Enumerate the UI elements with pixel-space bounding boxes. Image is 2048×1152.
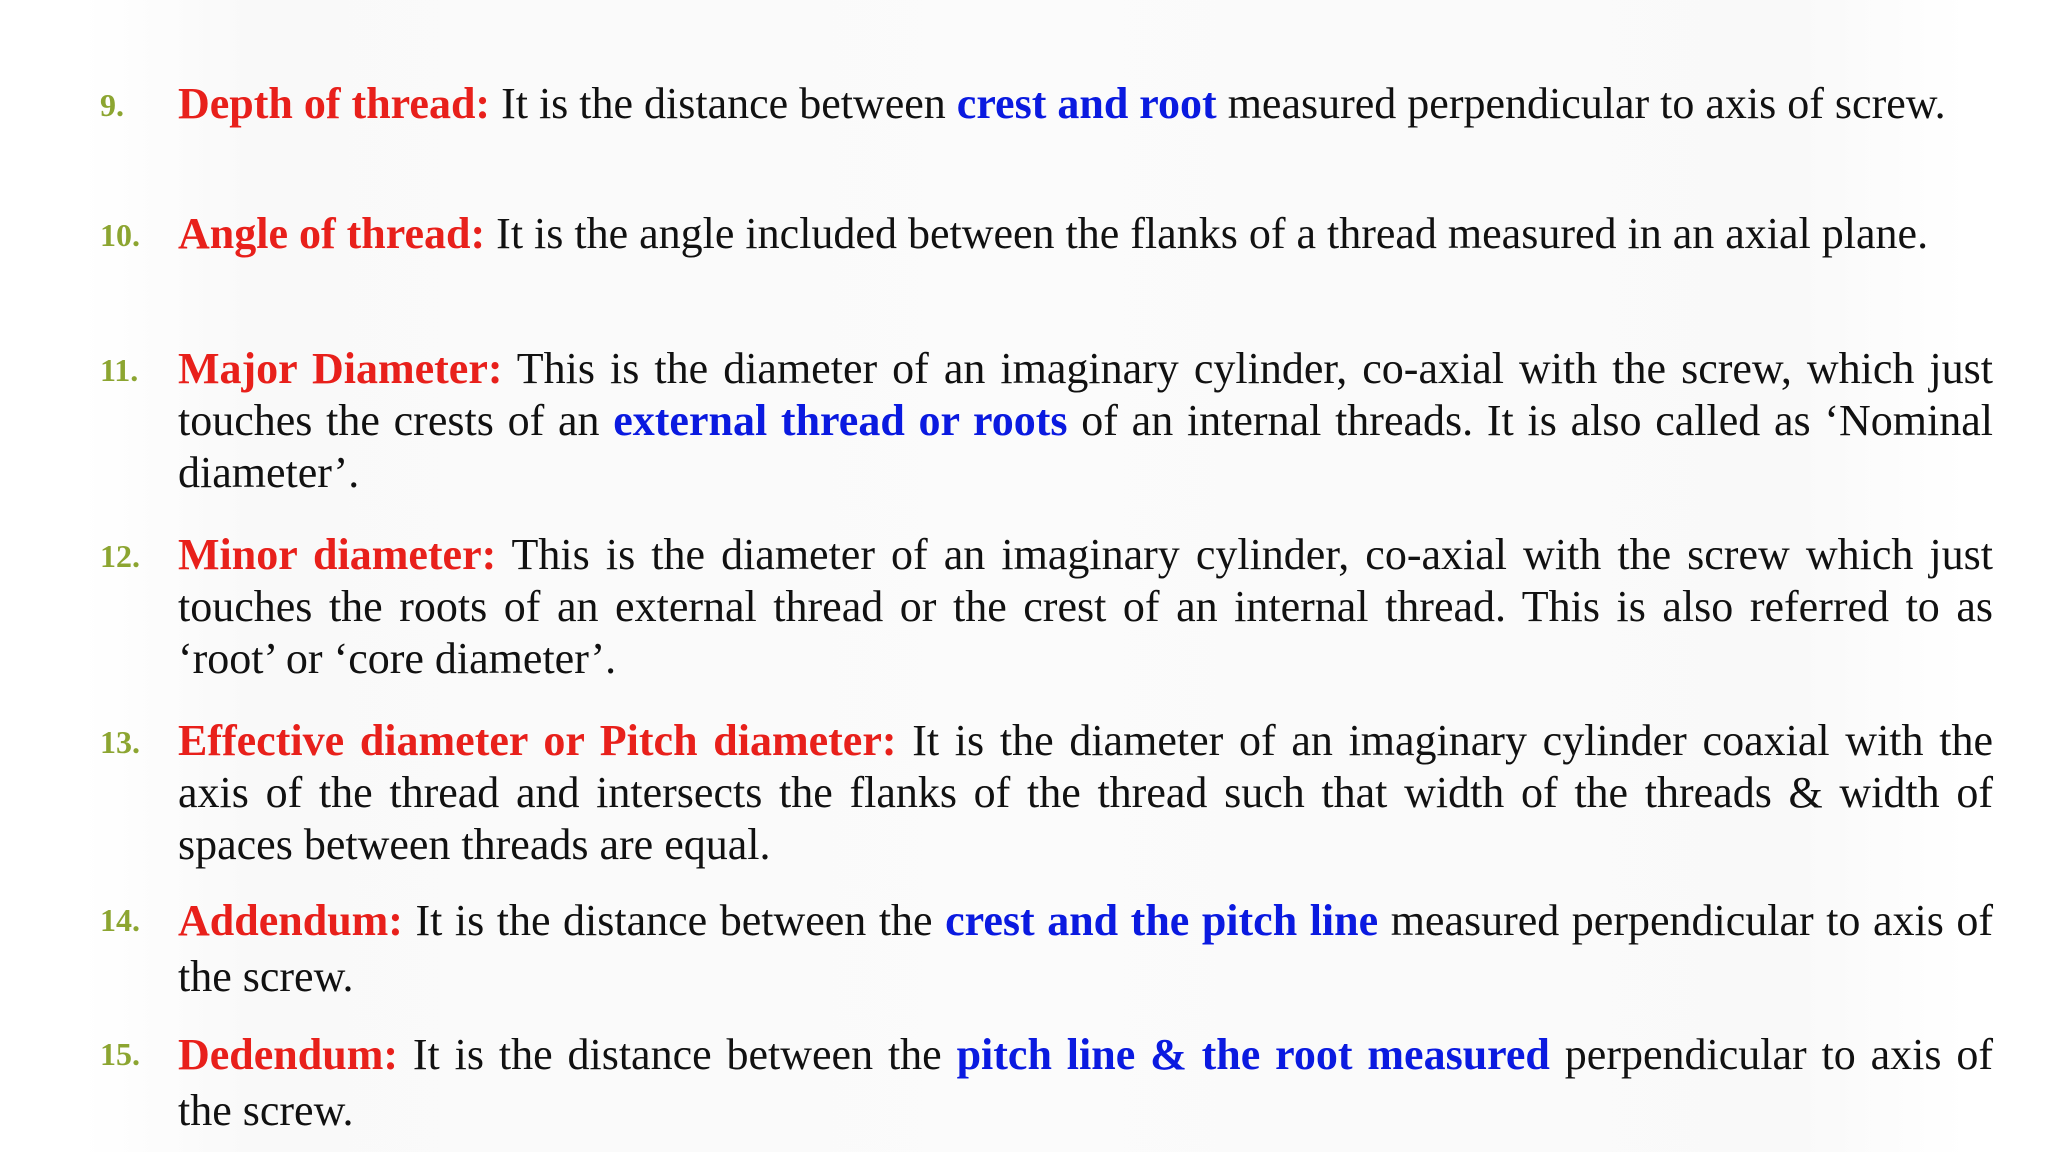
item-highlight: crest and root [956, 79, 1217, 128]
item-highlight: crest and the pitch line [945, 896, 1379, 945]
item-term: Angle of thread: [178, 209, 486, 258]
item-text: It is the angle included between the flanks of a thread measured in an axial plane. [485, 209, 1929, 258]
item-term: Minor diameter: [178, 530, 497, 579]
item-term: Addendum: [178, 896, 403, 945]
item-text: It is the distance between [490, 79, 957, 128]
item-text: This is the diameter of an imaginary cylinder, co-axial with the screw, which just touches the crests of an [178, 344, 1994, 445]
item-text: of an internal threads. It is also called as ‘Nominal diameter’. [178, 396, 1994, 497]
item-text: It is the distance between the [398, 1030, 957, 1079]
item-number: 15. [100, 1036, 140, 1072]
item-text: It is the distance between the [402, 896, 946, 945]
item-paragraph [178, 1027, 1993, 1139]
item-text: perpendicular to axis of the screw. [178, 1030, 1994, 1135]
item-term: Effective diameter or Pitch diameter: [178, 716, 897, 765]
item-paragraph [178, 529, 1993, 685]
item-number: 10. [100, 217, 140, 253]
item-text: It is the diameter of an imaginary cylinder coaxial with the axis of the thread and intersects the flanks of the thread such that width of the threads & width of spaces between threads are equal. [178, 716, 1993, 869]
item-paragraph [178, 343, 1993, 499]
item-paragraph [178, 78, 1993, 130]
item-number: 12. [100, 538, 140, 574]
item-text: This is the diameter of an imaginary cylinder, co-axial with the screw which just touches the roots of an external thread or the crest of an internal thread. This is also referred to as ‘root’ or ‘core diameter’. [178, 530, 1994, 683]
item-text: measured perpendicular to axis of the screw. [178, 896, 1993, 1001]
item-paragraph [178, 715, 1993, 871]
item-text: measured perpendicular to axis of screw. [1216, 79, 1946, 128]
item-number: 9. [100, 87, 124, 123]
item-highlight: pitch line & the root measured [956, 1030, 1550, 1079]
item-term: Dedendum: [178, 1030, 399, 1079]
item-paragraph [178, 208, 1993, 260]
item-highlight: external thread or roots [613, 396, 1068, 445]
item-term: Major Diameter: [178, 344, 503, 393]
item-number: 11. [100, 352, 139, 388]
item-number: 13. [100, 724, 140, 760]
item-number: 14. [100, 902, 140, 938]
item-paragraph [178, 893, 1993, 1005]
item-term: Depth of thread: [178, 79, 491, 128]
